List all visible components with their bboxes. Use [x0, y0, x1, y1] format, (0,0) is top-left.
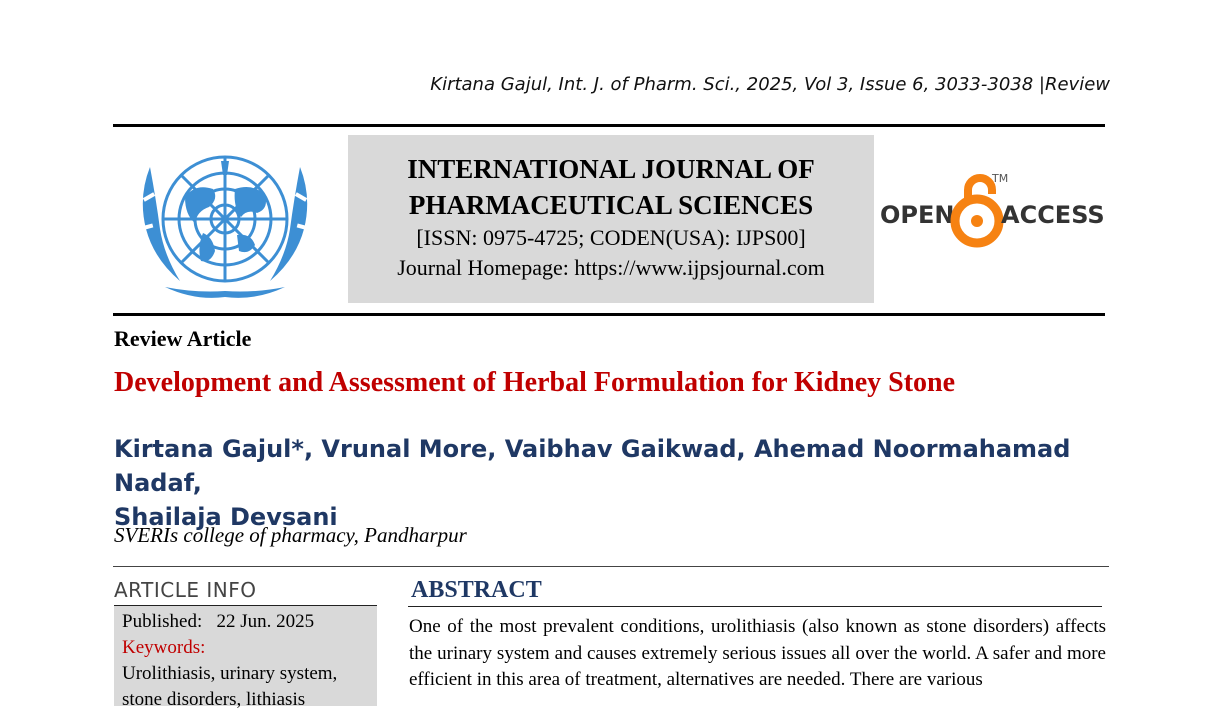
- citation-header: Kirtana Gajul, Int. J. of Pharm. Sci., 2025, Vol 3, Issue 6, 3033-3038 |Review: [430, 74, 1110, 95]
- section-divider: [113, 566, 1109, 567]
- masthead-divider: [113, 313, 1105, 316]
- journal-emblem-logo: [125, 137, 325, 307]
- article-info-panel: [114, 606, 377, 710]
- published-date: 22 Jun. 2025: [216, 611, 315, 632]
- abstract-heading: ABSTRACT: [411, 577, 542, 603]
- open-access-logo: [880, 166, 1110, 256]
- abstract-body: One of the most prevalent conditions, urolithiasis (also known as stone disorders) affects the urinary system and causes extremely serious issues all over the world. A safer and more efficient in this area of treatment, alternatives are needed. There are various: [409, 616, 1106, 690]
- journal-masthead: [348, 135, 874, 303]
- keywords-line1: Urolithiasis, urinary system,: [122, 663, 338, 684]
- article-type: Review Article: [114, 326, 252, 351]
- authors-line1: Kirtana Gajul*, Vrunal More, Vaibhav Gaikwad, Ahemad Noormahamad Nadaf,: [114, 435, 1071, 497]
- article-title: Development and Assessment of Herbal Formulation for Kidney Stone: [114, 367, 956, 398]
- published-row: [122, 609, 369, 635]
- top-divider: [113, 124, 1105, 127]
- article-info-heading: ARTICLE INFO: [114, 578, 257, 602]
- trademark-mark: TM: [992, 172, 1009, 185]
- open-access-word-right: ACCESS: [1001, 201, 1105, 229]
- journal-issn: [ISSN: 0975-4725; CODEN(USA): IJPS00]: [416, 225, 806, 250]
- affiliation: SVERIs college of pharmacy, Pandharpur: [114, 523, 467, 547]
- open-access-word-left: OPEN: [880, 201, 955, 229]
- published-label: Published:: [122, 611, 203, 632]
- author-list: [114, 432, 1104, 534]
- journal-title-line1: INTERNATIONAL JOURNAL OF: [407, 154, 815, 184]
- keywords-label: Keywords:: [122, 637, 206, 658]
- keywords-line2: stone disorders, lithiasis: [122, 689, 306, 710]
- journal-title-line2: PHARMACEUTICAL SCIENCES: [408, 190, 814, 220]
- authors-line2: Shailaja Devsani: [114, 503, 338, 531]
- abstract-underline: [408, 606, 1102, 607]
- journal-homepage: Journal Homepage: https://www.ijpsjournal.com: [397, 255, 825, 280]
